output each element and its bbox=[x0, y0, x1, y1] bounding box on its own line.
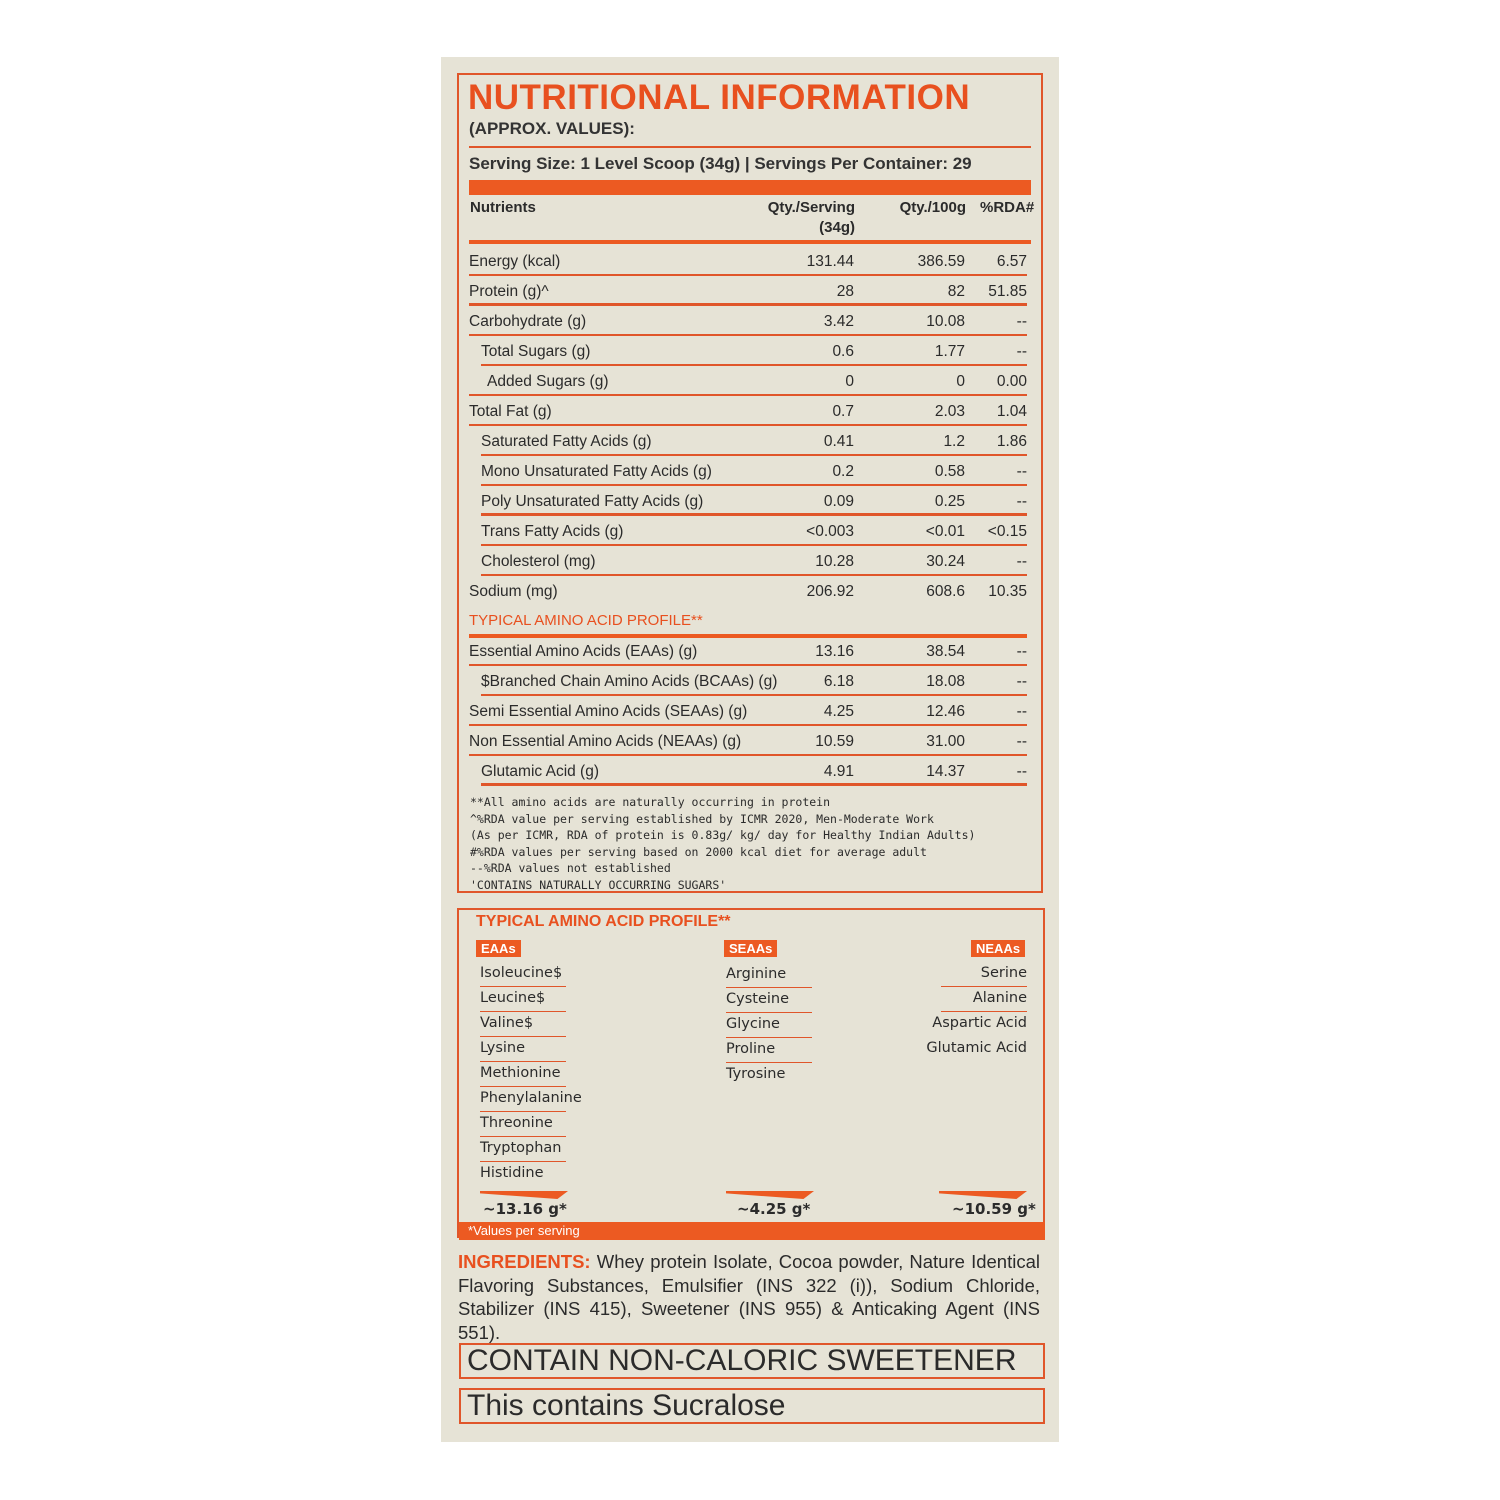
eaa-tag: EAAs bbox=[476, 940, 521, 957]
page-title: NUTRITIONAL INFORMATION bbox=[468, 78, 971, 117]
seaa-total: ~4.25 g* bbox=[737, 1200, 811, 1218]
table-row: Carbohydrate (g) 3.42 10.08 -- bbox=[469, 306, 1027, 336]
divider bbox=[469, 146, 1031, 148]
table-row: Glutamic Acid (g) 4.91 14.37 -- bbox=[469, 756, 1027, 786]
header-band bbox=[469, 180, 1031, 195]
eaa-item: Methionine bbox=[480, 1062, 566, 1087]
seaa-item: Tyrosine bbox=[726, 1066, 786, 1082]
table-row: Semi Essential Amino Acids (SEAAs) (g) 4.25 12.46 -- bbox=[469, 696, 1027, 726]
eaa-total: ~13.16 g* bbox=[483, 1200, 567, 1218]
neaa-item: Serine bbox=[941, 962, 1027, 987]
amino-section-label: TYPICAL AMINO ACID PROFILE** bbox=[469, 612, 703, 629]
neaa-tag: NEAAs bbox=[971, 940, 1025, 957]
seaa-item: Glycine bbox=[726, 1013, 812, 1038]
table-row: Poly Unsaturated Fatty Acids (g) 0.09 0.25 -- bbox=[469, 486, 1027, 516]
eaa-item: Tryptophan bbox=[480, 1137, 566, 1162]
table-row: $Branched Chain Amino Acids (BCAAs) (g) 6.18 18.08 -- bbox=[469, 666, 1027, 696]
table-row: Trans Fatty Acids (g) <0.003 <0.01 <0.15 bbox=[469, 516, 1027, 546]
serving-info: Serving Size: 1 Level Scoop (34g) | Servings Per Container: 29 bbox=[469, 154, 972, 173]
sucralose-warning: This contains Sucralose bbox=[459, 1388, 1045, 1424]
seaa-item: Cysteine bbox=[726, 988, 812, 1013]
seaa-item: Arginine bbox=[726, 963, 812, 988]
neaa-total: ~10.59 g* bbox=[952, 1200, 1036, 1218]
eaa-item: Threonine bbox=[480, 1112, 566, 1137]
sweetener-warning: CONTAIN NON-CALORIC SWEETENER bbox=[459, 1343, 1045, 1379]
seaa-tag: SEAAs bbox=[724, 940, 777, 957]
table-row: Essential Amino Acids (EAAs) (g) 13.16 38.54 -- bbox=[469, 636, 1027, 666]
neaa-item: Aspartic Acid bbox=[932, 1015, 1027, 1031]
table-row: Added Sugars (g) 0 0 0.00 bbox=[469, 366, 1027, 396]
eaa-item: Isoleucine$ bbox=[480, 962, 566, 987]
seaa-item: Proline bbox=[726, 1038, 812, 1063]
subtitle: (APPROX. VALUES): bbox=[469, 119, 635, 138]
amino-profile-title: TYPICAL AMINO ACID PROFILE** bbox=[476, 913, 731, 930]
neaa-item: Alanine bbox=[941, 987, 1027, 1012]
header-divider bbox=[469, 240, 1031, 244]
col-qty-100g: Qty./100g bbox=[899, 199, 966, 216]
table-row: Total Fat (g) 0.7 2.03 1.04 bbox=[469, 396, 1027, 426]
col-nutrients: Nutrients bbox=[470, 199, 536, 216]
col-qty-serving: Qty./Serving (34g) bbox=[767, 199, 855, 236]
table-row: Sodium (mg) 206.92 608.6 10.35 bbox=[469, 583, 1027, 600]
eaa-item: Valine$ bbox=[480, 1012, 566, 1037]
table-row: Mono Unsaturated Fatty Acids (g) 0.2 0.58 -- bbox=[469, 456, 1027, 486]
eaa-item: Histidine bbox=[480, 1165, 544, 1181]
table-row: Non Essential Amino Acids (NEAAs) (g) 10.59 31.00 -- bbox=[469, 726, 1027, 756]
ingredients-label: INGREDIENTS: bbox=[458, 1251, 591, 1272]
table-row: Energy (kcal) 131.44 386.59 6.57 bbox=[469, 246, 1027, 276]
table-row: Cholesterol (mg) 10.28 30.24 -- bbox=[469, 546, 1027, 576]
table-row: Total Sugars (g) 0.6 1.77 -- bbox=[469, 336, 1027, 366]
ingredients-text: Whey protein Isolate, Cocoa powder, Nature Identical Flavoring Substances, Emulsifier (INS 322 (i)), Sodium Chloride, Stabilizer (INS 415), Sweetener (INS 955) & Anticaking Agent (INS 551). bbox=[458, 1251, 1040, 1343]
table-row: Protein (g)^ 28 82 51.85 bbox=[469, 276, 1027, 306]
eaa-item: Lysine bbox=[480, 1037, 566, 1062]
footnotes: **All amino acids are naturally occurring in protein ^%RDA value per serving established by ICMR 2020, Men-Moderate Work (As per ICMR, RDA of protein is 0.83g/ kg/ day for Healthy Indian Adults) #%RDA values per serving based on 2000 kcal diet for average adult --%RDA values not established 'CONTAINS NATURALLY OCCURRING SUGARS' bbox=[470, 795, 976, 892]
eaa-item: Phenylalanine bbox=[480, 1087, 566, 1112]
ingredients bbox=[458, 1250, 1040, 1344]
table-row: Saturated Fatty Acids (g) 0.41 1.2 1.86 bbox=[469, 426, 1027, 456]
eaa-item: Leucine$ bbox=[480, 987, 566, 1012]
neaa-item: Glutamic Acid bbox=[926, 1040, 1027, 1056]
col-rda: %RDA# bbox=[980, 199, 1035, 216]
values-per-serving-note: *Values per serving bbox=[459, 1222, 1045, 1240]
